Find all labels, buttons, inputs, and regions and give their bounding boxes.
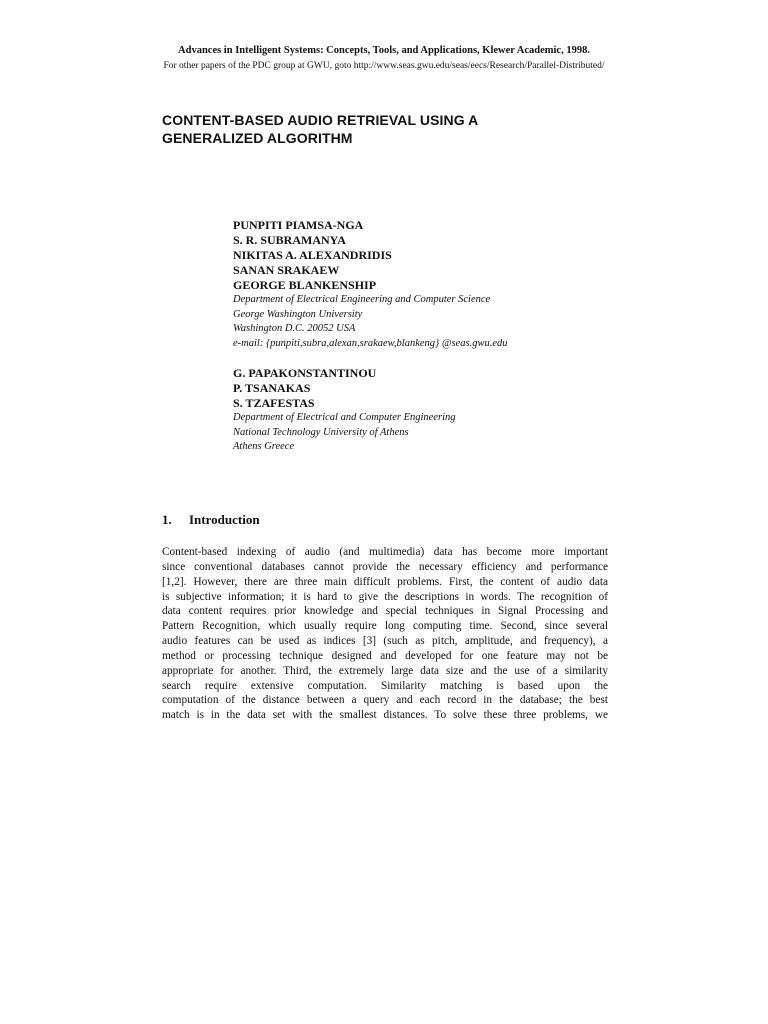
author-name: SANAN SRAKAEW [233, 263, 340, 277]
section-title: Introduction [189, 512, 260, 527]
paragraph-line: appropriate for another. Third, the extremely large data size and the use of a similarity [162, 664, 608, 677]
email-line: e-mail: {punpiti,subra,alexan,srakaew,blankeng} @seas.gwu.edu [233, 337, 508, 349]
paragraph-line: Pattern Recognition, which usually require long computing time. Second, since several [162, 620, 608, 633]
affiliation-line: Department of Electrical Engineering and Computer Science [233, 294, 491, 305]
author-name: P. TSANAKAS [233, 381, 311, 395]
author-name: PUNPITI PIAMSA-NGA [233, 218, 364, 232]
affiliation-line: George Washington University [233, 308, 363, 320]
paper-title-line-2: GENERALIZED ALGORITHM [162, 130, 353, 146]
paper-title-line-1: CONTENT-BASED AUDIO RETRIEVAL USING A [162, 112, 479, 128]
paragraph-line: is subjective information; it is hard to give the descriptions in words. The recognition of [162, 590, 608, 603]
paragraph-line: audio features can be used as indices [3] (such as pitch, amplitude, and frequency), a [162, 635, 608, 648]
pdc-note-header: For other papers of the PDC group at GWU, goto http://www.seas.gwu.edu/seas/eecs/Research/Parallel-Distributed/ [163, 61, 605, 71]
author-name: G. PAPAKONSTANTINOU [233, 366, 377, 380]
affiliation-line: Department of Electrical and Computer Engineering [233, 412, 456, 423]
paragraph-line: [1,2]. However, there are three main difficult problems. First, the content of audio data [162, 575, 608, 588]
paragraph-line: search require extensive computation. Similarity matching is based upon the [162, 679, 608, 692]
paper-title [162, 111, 582, 147]
author-group-ntua [233, 366, 633, 455]
affiliation-line: Athens Greece [233, 441, 295, 452]
section-number: 1. [162, 512, 172, 527]
introduction-paragraph [162, 545, 608, 723]
author-group-gwu [233, 218, 633, 351]
paragraph-line: match is in the data set with the smallest distances. To solve these three problems, we [162, 709, 608, 722]
citation-header: Advances in Intelligent Systems: Concepts, Tools, and Applications, Klewer Academic, 1998. [178, 45, 590, 56]
author-name: S. R. SUBRAMANYA [233, 233, 346, 247]
paragraph-line: since conventional databases cannot provide the necessary efficiency and performance [162, 560, 608, 573]
section-heading [162, 512, 260, 528]
author-name: NIKITAS A. ALEXANDRIDIS [233, 248, 392, 262]
affiliation-line: National Technology University of Athens [233, 426, 409, 438]
paragraph-line: data content requires prior knowledge and special techniques in Signal Processing and [162, 605, 608, 618]
paragraph-line: method or processing technique designed and developed for one feature may not be [162, 649, 608, 662]
author-name: S. TZAFESTAS [233, 396, 315, 410]
paragraph-line: Content-based indexing of audio (and multimedia) data has become more important [162, 546, 608, 558]
paragraph-line: computation of the distance between a query and each record in the database; the best [162, 694, 608, 707]
affiliation-line: Washington D.C. 20052 USA [233, 323, 356, 334]
author-name: GEORGE BLANKENSHIP [233, 278, 377, 292]
